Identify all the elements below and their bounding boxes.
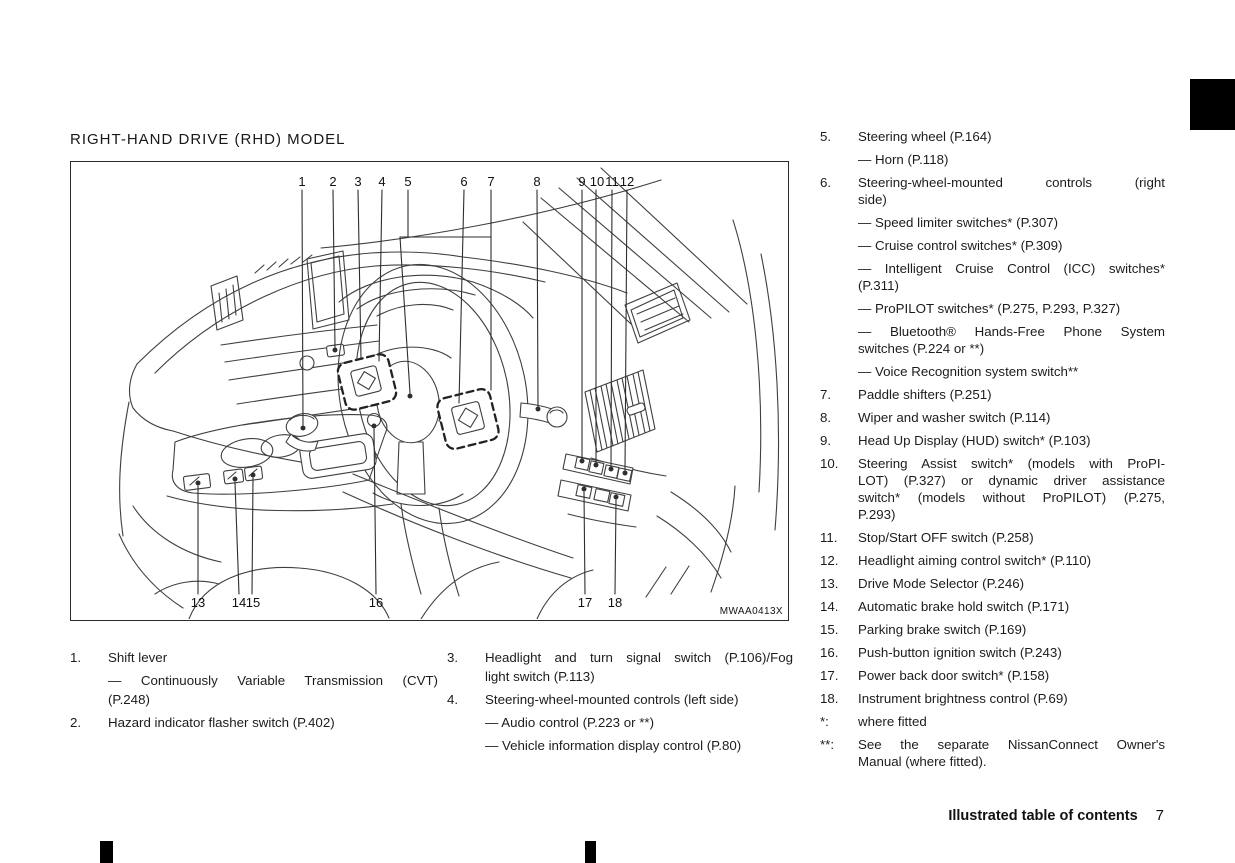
legend-subitem — [820, 214, 1165, 231]
legend-text-line: Steering-wheel-mounted controls (right — [858, 175, 1165, 190]
legend-text-line: Parking brake switch (P.169) — [858, 622, 1027, 637]
callout-number-11: 11 — [605, 174, 619, 189]
legend-text-line: where fitted — [858, 714, 927, 729]
footnote-single-asterisk — [820, 713, 1165, 730]
footnote-double-asterisk — [820, 736, 1165, 770]
legend-item-7 — [820, 386, 1165, 403]
page-footer — [948, 807, 1164, 824]
legend-item-17 — [820, 667, 1165, 684]
callout-number-12: 12 — [619, 174, 635, 189]
legend-item-10 — [820, 455, 1165, 523]
legend-column-right — [820, 128, 1165, 776]
print-registration-mark-left — [100, 841, 113, 863]
legend-text-line: light switch (P.113) — [485, 669, 595, 684]
legend-subitem — [447, 713, 793, 732]
legend-column-left — [70, 648, 438, 736]
legend-text-line: Automatic brake hold switch (P.171) — [858, 599, 1070, 614]
infotainment-screen — [307, 251, 349, 329]
legend-item-14 — [820, 598, 1165, 615]
legend-item-number: 2. — [70, 715, 82, 730]
legend-text-line: Drive Mode Selector (P.246) — [858, 576, 1025, 591]
legend-subitem — [820, 151, 1165, 168]
legend-text-line: Manual (where fitted). — [858, 754, 987, 769]
legend-item-number: 13. — [820, 576, 839, 591]
windshield-and-a-pillar — [321, 168, 779, 530]
legend-text-line: Instrument brightness control (P.69) — [858, 691, 1068, 706]
legend-item-12 — [820, 552, 1165, 569]
legend-item-number: 8. — [820, 410, 832, 425]
footer-section-title: Illustrated table of contents — [948, 808, 1138, 824]
legend-item-number: 17. — [820, 668, 839, 683]
legend-text-line: — Vehicle information display control (P.80) — [485, 738, 742, 753]
legend-text-line: — ProPILOT switches* (P.275, P.293, P.327) — [858, 301, 1121, 316]
legend-item-3 — [447, 648, 793, 686]
legend-item-number: 10. — [820, 456, 839, 471]
legend-text-line: — Intelligent Cruise Control (ICC) switches* — [858, 261, 1165, 276]
legend-text-line: side) — [858, 192, 887, 207]
legend-item-number: 12. — [820, 553, 839, 568]
legend-text-line: Paddle shifters (P.251) — [858, 387, 992, 402]
legend-subitem — [820, 363, 1165, 380]
callout-number-8: 8 — [533, 174, 541, 189]
dashboard-line-art — [71, 162, 787, 619]
callout-number-1: 1 — [298, 174, 306, 189]
legend-item-number: 6. — [820, 175, 832, 190]
legend-text-line: Steering wheel (P.164) — [858, 129, 992, 144]
legend-text-line: Wiper and washer switch (P.114) — [858, 410, 1051, 425]
legend-item-number: 5. — [820, 129, 832, 144]
callout-number-13: 13 — [190, 595, 206, 610]
legend-item-number: 3. — [447, 650, 459, 665]
legend-item-number: 1. — [70, 650, 82, 665]
legend-text-line: Power back door switch* (P.158) — [858, 668, 1050, 683]
legend-text-line: Steering-wheel-mounted controls (left side) — [485, 692, 739, 707]
legend-item-13 — [820, 575, 1165, 592]
callout-number-16: 16 — [368, 595, 384, 610]
legend-item-1 — [70, 648, 438, 667]
legend-text-line: Shift lever — [108, 650, 168, 665]
legend-subitem — [447, 736, 793, 755]
legend-item-9 — [820, 432, 1165, 449]
legend-item-6 — [820, 174, 1165, 208]
legend-text-line: Push-button ignition switch (P.243) — [858, 645, 1062, 660]
legend-text-line: Head Up Display (HUD) switch* (P.103) — [858, 433, 1091, 448]
legend-text-line: — Continuously Variable Transmission (CVT) — [108, 673, 438, 688]
callout-number-4: 4 — [378, 174, 386, 189]
legend-text-line: Steering Assist switch* (models with ProPI- — [858, 456, 1165, 471]
callout-number-14: 14 — [231, 595, 247, 610]
legend-text-line: P.293) — [858, 507, 896, 522]
legend-text-line: (P.248) — [108, 692, 150, 707]
callout-number-15: 15 — [245, 595, 261, 610]
footer-page-number: 7 — [1155, 807, 1164, 824]
legend-item-18 — [820, 690, 1165, 707]
legend-text-line: switch* (models without ProPILOT) (P.275, — [858, 490, 1165, 505]
legend-item-5 — [820, 128, 1165, 145]
section-tab-marker — [1190, 79, 1235, 130]
legend-text-line: — Horn (P.118) — [858, 152, 949, 167]
callout-number-2: 2 — [329, 174, 337, 189]
callout-number-9: 9 — [578, 174, 586, 189]
legend-text-line: — Cruise control switches* (P.309) — [858, 238, 1063, 253]
legend-item-number: 9. — [820, 433, 832, 448]
right-door-vent — [625, 283, 735, 592]
legend-subitem — [820, 237, 1165, 254]
legend-item-number: 16. — [820, 645, 839, 660]
legend-item-number: 7. — [820, 387, 832, 402]
dashboard-diagram — [70, 161, 789, 621]
page-title: RIGHT-HAND DRIVE (RHD) MODEL — [70, 131, 346, 148]
legend-text-line: — Audio control (P.223 or **) — [485, 715, 655, 730]
callout-number-17: 17 — [577, 595, 593, 610]
legend-item-16 — [820, 644, 1165, 661]
legend-item-2 — [70, 713, 438, 732]
legend-text-line: Headlight and turn signal switch (P.106)/Fog — [485, 650, 793, 665]
legend-text-line: LOT) (P.327) or dynamic driver assistance — [858, 473, 1165, 488]
legend-item-number: 4. — [447, 692, 459, 707]
steering-pod-right — [436, 387, 501, 451]
callout-number-7: 7 — [487, 174, 495, 189]
footnote-marker: *: — [820, 714, 829, 729]
legend-subitem — [70, 671, 438, 709]
center-console — [133, 410, 393, 562]
legend-subitem — [820, 323, 1165, 357]
callout-number-18: 18 — [607, 595, 623, 610]
legend-text-line: — Bluetooth® Hands-Free Phone System — [858, 324, 1165, 339]
legend-text-line: — Voice Recognition system switch** — [858, 364, 1079, 379]
legend-item-11 — [820, 529, 1165, 546]
print-registration-mark-center — [585, 841, 596, 863]
legend-item-number: 15. — [820, 622, 839, 637]
legend-item-15 — [820, 621, 1165, 638]
callout-number-6: 6 — [460, 174, 468, 189]
legend-text-line: (P.311) — [858, 278, 899, 293]
legend-text-line: switches (P.224 or **) — [858, 341, 985, 356]
legend-text-line: Stop/Start OFF switch (P.258) — [858, 530, 1034, 545]
instrument-cluster-hood — [339, 275, 533, 318]
legend-subitem — [820, 260, 1165, 294]
legend-item-number: 18. — [820, 691, 839, 706]
legend-subitem — [820, 300, 1165, 317]
callout-number-3: 3 — [354, 174, 362, 189]
legend-text-line: See the separate NissanConnect Owner's — [858, 737, 1165, 752]
legend-item-8 — [820, 409, 1165, 426]
legend-item-number: 11. — [820, 530, 838, 545]
left-air-vent — [211, 276, 243, 330]
legend-text-line: Hazard indicator flasher switch (P.402) — [108, 715, 335, 730]
legend-item-4 — [447, 690, 793, 709]
callout-number-5: 5 — [404, 174, 412, 189]
callout-number-10: 10 — [589, 174, 605, 189]
legend-text-line: Headlight aiming control switch* (P.110) — [858, 553, 1092, 568]
legend-text-line: — Speed limiter switches* (P.307) — [858, 215, 1059, 230]
footnote-marker: **: — [820, 737, 835, 752]
legend-column-middle — [447, 648, 793, 759]
figure-code: MWAA0413X — [719, 606, 783, 617]
legend-item-number: 14. — [820, 599, 839, 614]
